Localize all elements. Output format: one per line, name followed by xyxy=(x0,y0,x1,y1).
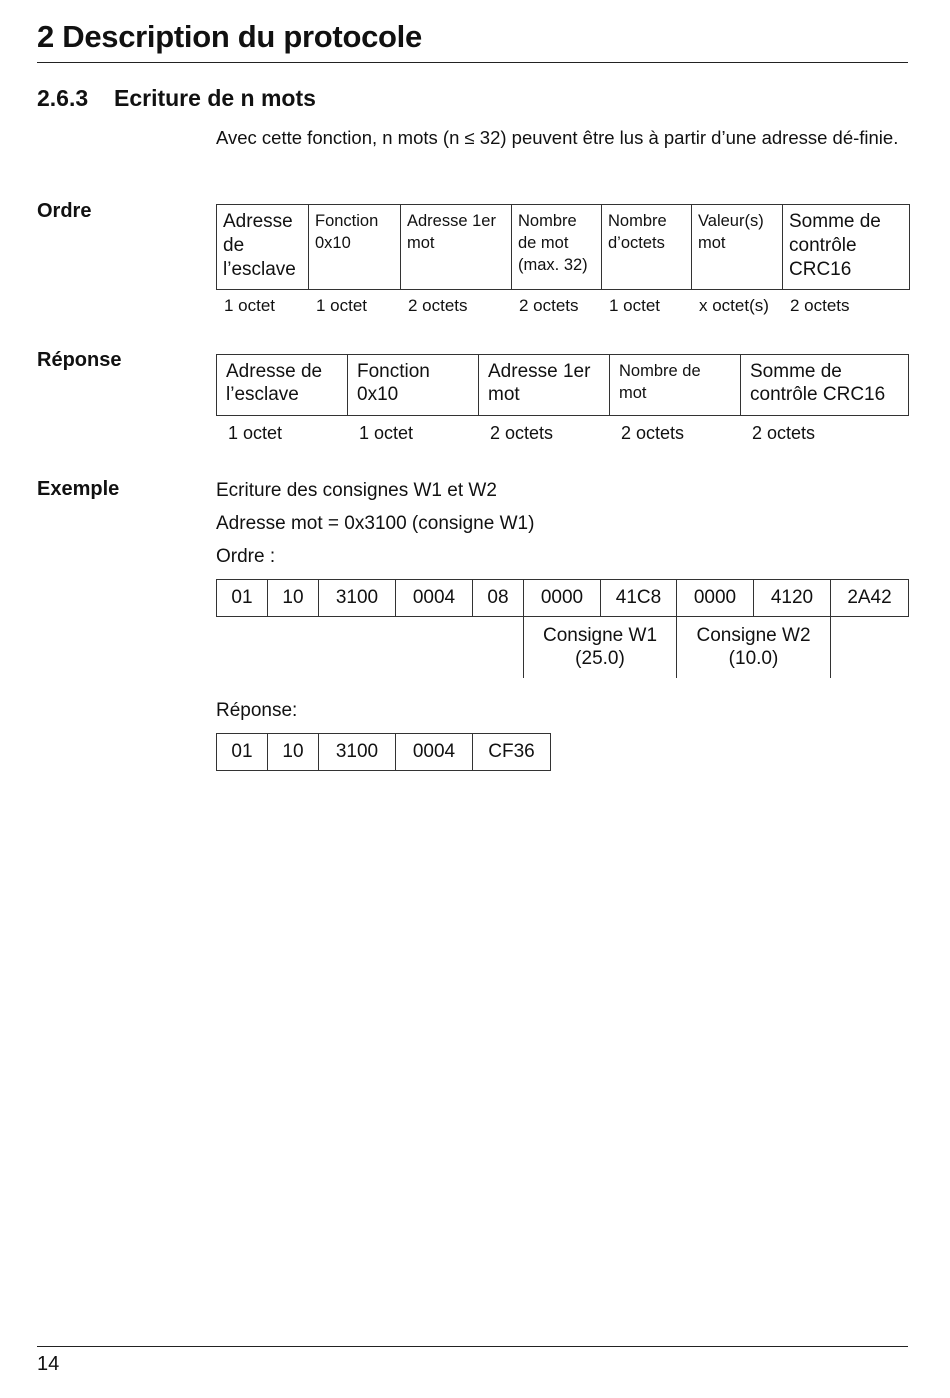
response-size: 1 octet xyxy=(228,423,283,443)
consigne-divider xyxy=(830,617,831,678)
order-header-function: Fonction 0x10 xyxy=(309,205,401,290)
order-table xyxy=(216,204,910,290)
order-size: 1 octet xyxy=(609,296,661,315)
order-byte: 3100 xyxy=(319,580,396,617)
response-table xyxy=(216,354,909,416)
response-size: 2 octets xyxy=(621,423,685,443)
order-size: 2 octets xyxy=(408,296,468,315)
order-byte: 08 xyxy=(473,580,524,617)
response-header-slave-address: Adresse de l’esclave xyxy=(217,355,348,416)
order-header-slave-address: Adresse de l’esclave xyxy=(217,205,309,290)
order-header-crc: Somme de contrôle CRC16 xyxy=(783,205,910,290)
response-size: 1 octet xyxy=(359,423,414,443)
consigne-w2-value: (10.0) xyxy=(728,648,779,669)
order-byte: 01 xyxy=(217,580,268,617)
section-title: Ecriture de n mots xyxy=(114,85,316,111)
order-size: x octet(s) xyxy=(699,296,769,315)
footer-rule xyxy=(37,1346,908,1347)
order-header-word-count: Nombre de mot (max. 32) xyxy=(512,205,602,290)
order-header-byte-count: Nombre d’octets xyxy=(602,205,692,290)
order-byte: 0004 xyxy=(396,580,473,617)
consigne-w1-value: (25.0) xyxy=(575,648,625,669)
order-header-word-values: Valeur(s) mot xyxy=(692,205,783,290)
consigne-w1-name: Consigne W1 xyxy=(542,625,658,646)
response-header-function: Fonction 0x10 xyxy=(348,355,479,416)
order-byte: 0000 xyxy=(677,580,754,617)
response-byte: 01 xyxy=(217,734,268,771)
order-size: 2 octets xyxy=(519,296,579,315)
response-byte: 3100 xyxy=(319,734,396,771)
example-response-table xyxy=(216,733,551,771)
example-response-label: Réponse: xyxy=(216,700,298,721)
consigne-w2-name: Consigne W2 xyxy=(696,625,811,646)
response-size: 2 octets xyxy=(752,423,816,443)
response-size: 2 octets xyxy=(490,423,554,443)
order-label: Ordre xyxy=(37,200,92,222)
order-byte: 0000 xyxy=(524,580,601,617)
order-byte: 2A42 xyxy=(831,580,909,617)
response-label: Réponse xyxy=(37,349,122,371)
consigne-w1-annotation xyxy=(524,624,676,670)
page-number: 14 xyxy=(37,1353,60,1375)
section-number: 2.6.3 xyxy=(37,85,89,111)
example-label: Exemple xyxy=(37,478,120,500)
example-order-label: Ordre : xyxy=(216,546,276,567)
chapter-title: 2 Description du protocole xyxy=(37,19,422,54)
order-size: 1 octet xyxy=(224,296,276,315)
section-heading xyxy=(37,85,316,112)
header-rule xyxy=(37,62,908,63)
order-size: 1 octet xyxy=(316,296,368,315)
example-word-address: Adresse mot = 0x3100 (consigne W1) xyxy=(216,513,535,534)
response-header-crc: Somme de contrôle CRC16 xyxy=(741,355,909,416)
response-header-word-count: Nombre de mot xyxy=(610,355,741,416)
example-order-table xyxy=(216,579,909,617)
response-byte: CF36 xyxy=(473,734,551,771)
response-byte: 0004 xyxy=(396,734,473,771)
order-byte: 10 xyxy=(268,580,319,617)
order-size: 2 octets xyxy=(790,296,850,315)
order-byte: 4120 xyxy=(754,580,831,617)
order-byte: 41C8 xyxy=(601,580,677,617)
response-byte: 10 xyxy=(268,734,319,771)
intro-paragraph: Avec cette fonction, n mots (n ≤ 32) peuvent être lus à partir d’une adresse dé-finie. xyxy=(216,127,899,148)
response-header-first-word-address: Adresse 1er mot xyxy=(479,355,610,416)
consigne-w2-annotation xyxy=(677,624,830,670)
order-header-first-word-address: Adresse 1er mot xyxy=(401,205,512,290)
example-description: Ecriture des consignes W1 et W2 xyxy=(216,480,497,501)
